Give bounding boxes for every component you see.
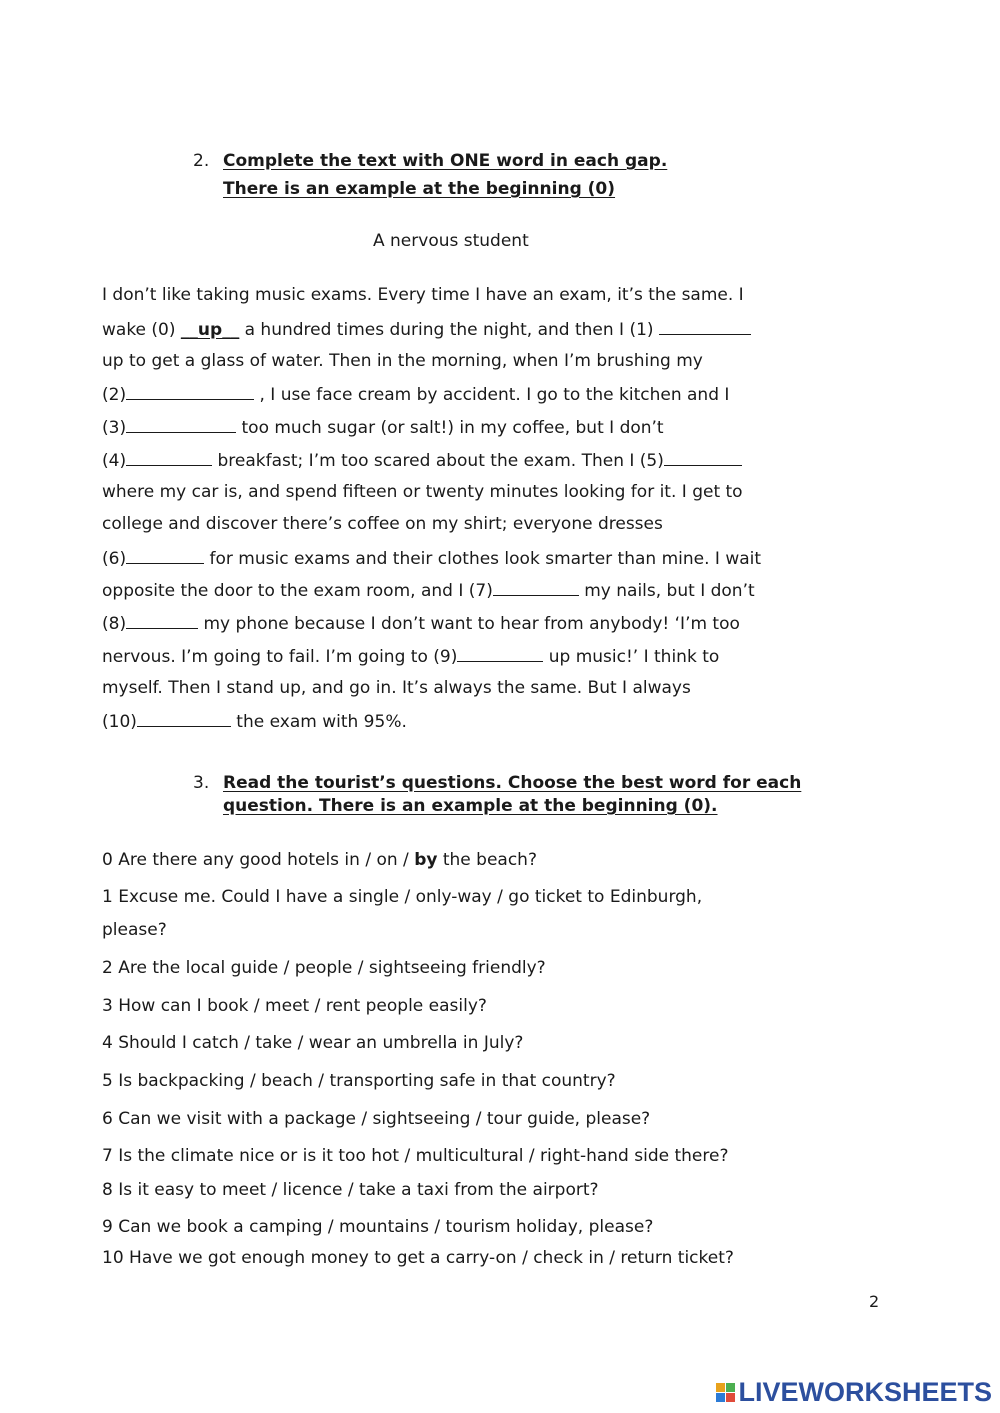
passage-line-12: nervous. I’m going to fail. I’m going to (9) up music!’ I think to (102, 645, 719, 667)
question-8[interactable]: 8 Is it easy to meet / licence / take a taxi from the airport? (102, 1180, 599, 1200)
question-9[interactable]: 9 Can we book a camping / mountains / tourism holiday, please? (102, 1217, 654, 1237)
passage-line-14: (10) the exam with 95%. (102, 710, 407, 732)
liveworksheets-logo[interactable] (716, 1377, 992, 1408)
passage-line-1: I don’t like taking music exams. Every time I have an exam, it’s the same. I (102, 285, 744, 305)
passage-line-11: (8) my phone because I don’t want to hear from anybody! ‘I’m too (102, 612, 740, 634)
section-3-instruction-line1: Read the tourist’s questions. Choose the best word for each (223, 773, 802, 793)
passage-line-10: opposite the door to the exam room, and I (7) my nails, but I don’t (102, 579, 755, 601)
gap-5[interactable] (664, 449, 742, 466)
logo-text: LIVEWORKSHEETS (738, 1377, 992, 1407)
question-0-answer: by (414, 850, 438, 870)
section-3-number: 3. (193, 773, 210, 793)
passage-line-6: (4) breakfast; I’m too scared about the exam. Then I (5) (102, 449, 742, 471)
gap-2[interactable] (126, 383, 254, 400)
passage-line-2: wake (0) __up__ a hundred times during the night, and then I (1) (102, 318, 751, 340)
gap-1[interactable] (659, 318, 751, 335)
gap-8[interactable] (126, 612, 198, 629)
question-2[interactable]: 2 Are the local guide / people / sightseeing friendly? (102, 958, 546, 978)
logo-square-icon (726, 1393, 735, 1402)
passage-line-7: where my car is, and spend fifteen or twenty minutes looking for it. I get to (102, 482, 743, 502)
question-1[interactable]: 1 Excuse me. Could I have a single / only-way / go ticket to Edinburgh, (102, 887, 703, 907)
gap-4[interactable] (126, 449, 212, 466)
passage-title: A nervous student (373, 231, 529, 251)
section-2-number: 2. (193, 151, 210, 171)
example-answer: __up__ (180, 320, 240, 341)
question-6[interactable]: 6 Can we visit with a package / sightseeing / tour guide, please? (102, 1109, 651, 1129)
gap-10[interactable] (137, 710, 231, 727)
question-10[interactable]: 10 Have we got enough money to get a carry-on / check in / return ticket? (102, 1248, 734, 1268)
passage-line-3: up to get a glass of water. Then in the morning, when I’m brushing my (102, 351, 703, 371)
question-0: 0 Are there any good hotels in / on / by the beach? (102, 850, 537, 870)
gap-6[interactable] (126, 547, 204, 564)
passage-line-13: myself. Then I stand up, and go in. It’s always the same. But I always (102, 678, 691, 698)
logo-mark-icon (716, 1383, 735, 1402)
question-7[interactable]: 7 Is the climate nice or is it too hot / multicultural / right-hand side there? (102, 1146, 729, 1166)
logo-square-icon (726, 1383, 735, 1392)
gap-9[interactable] (457, 645, 543, 662)
question-3[interactable]: 3 How can I book / meet / rent people easily? (102, 996, 487, 1016)
passage-line-5: (3) too much sugar (or salt!) in my coffee, but I don’t (102, 416, 664, 438)
section-2-instruction-line1: Complete the text with ONE word in each gap. (223, 151, 668, 171)
question-4[interactable]: 4 Should I catch / take / wear an umbrella in July? (102, 1033, 524, 1053)
section-3-instruction-line2: question. There is an example at the beginning (0). (223, 796, 718, 816)
question-1-continued: please? (102, 920, 167, 940)
logo-square-icon (716, 1383, 725, 1392)
page-number: 2 (869, 1292, 880, 1311)
gap-7[interactable] (493, 579, 579, 596)
passage-line-9: (6) for music exams and their clothes look smarter than mine. I wait (102, 547, 761, 569)
gap-3[interactable] (126, 416, 236, 433)
passage-line-8: college and discover there’s coffee on my shirt; everyone dresses (102, 514, 663, 534)
logo-square-icon (716, 1393, 725, 1402)
section-2-instruction-line2: There is an example at the beginning (0) (223, 179, 616, 199)
question-5[interactable]: 5 Is backpacking / beach / transporting safe in that country? (102, 1071, 616, 1091)
passage-line-4: (2) , I use face cream by accident. I go to the kitchen and I (102, 383, 729, 405)
